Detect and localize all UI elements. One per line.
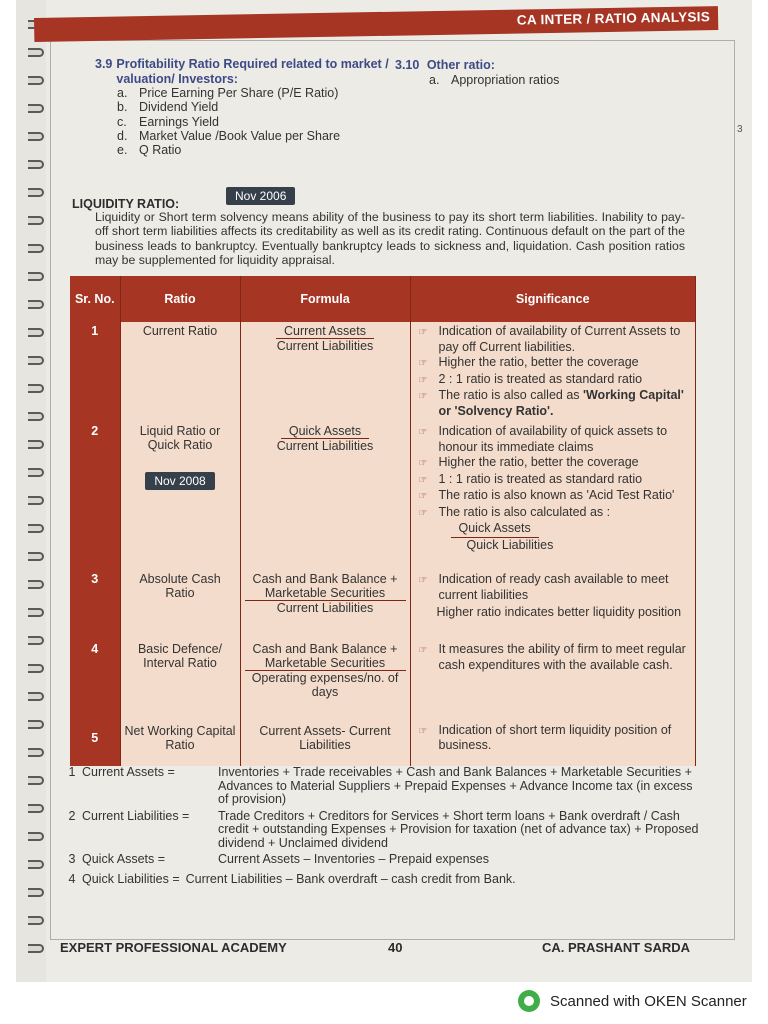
binding-ring-icon (28, 272, 44, 281)
binding-ring-icon (28, 636, 44, 645)
binding-ring-icon (28, 496, 44, 505)
ratio-label: Liquid Ratio or Quick Ratio (139, 424, 221, 452)
oken-logo-icon (518, 990, 540, 1012)
footer-author: CA. PRASHANT SARDA (541, 940, 690, 955)
significance-note: Higher ratio indicates better liquidity position (436, 605, 682, 619)
formula-cell: Current Assets- Current Liabilities (240, 708, 410, 766)
binding-ring-icon (28, 832, 44, 841)
sr-cell: 5 (70, 708, 120, 766)
section-3-9 (95, 57, 395, 157)
formula-cell (240, 640, 410, 708)
pointing-hand-icon: ☞ (418, 645, 428, 656)
binding-ring-icon (28, 664, 44, 673)
col-header-significance: Significance (410, 276, 696, 322)
ratio-cell: Absolute Cash Ratio (120, 570, 240, 640)
col-header-sr: Sr. No. (70, 276, 120, 322)
significance-denominator: Quick Liabilities (466, 537, 554, 552)
section-heading: Profitability Ratio Required related to market / valuation/ Investors: (116, 57, 389, 86)
table-row (70, 570, 696, 640)
significance-cell: ☞ Indication of ready cash available to meet current liabilities Higher ratio indicates better liquidity position (410, 570, 696, 640)
binding-ring-icon (28, 916, 44, 925)
pointing-hand-icon: ☞ (418, 507, 428, 519)
binding-ring-icon (28, 132, 44, 141)
significance-cell: ☞ Indication of availability of Current Assets to pay off Current liabilities. ☞ Higher the ratio, better the coverage ☞ 2 : 1 ratio is treated as standard ratio ☞ The ratio is also called as 'Working Capital' or 'Solvency Ratio'. (410, 322, 696, 422)
list-item: a. Price Earning Per Share (P/E Ratio) (117, 86, 339, 100)
binding-ring-icon (28, 300, 44, 309)
binding-ring-icon (28, 468, 44, 477)
ordered-list (117, 86, 395, 157)
formula-numerator: Cash and Bank Balance + Marketable Securities (245, 642, 406, 671)
section-number: 3.10 (395, 58, 420, 72)
list-item: c. Earnings Yield (117, 114, 219, 129)
ordered-list (429, 73, 645, 87)
binding-ring-icon (28, 440, 44, 449)
pointing-hand-icon: ☞ (418, 725, 428, 737)
binding-ring-icon (28, 692, 44, 701)
formula-denominator: Current Liabilities (276, 439, 374, 453)
binding-ring-icon (28, 804, 44, 813)
binding-ring-icon (28, 720, 44, 729)
section-heading: Other ratio: (426, 58, 495, 72)
spiral-binding (16, 0, 46, 982)
ratio-cell (120, 422, 240, 570)
table-row (70, 322, 696, 422)
binding-ring-icon (28, 244, 44, 253)
significance-numerator: Quick Assets (451, 521, 539, 538)
page-number: 40 (388, 940, 403, 955)
pointing-hand-icon: ☞ (418, 575, 428, 586)
formula-cell (240, 322, 410, 422)
col-header-ratio: Ratio (120, 276, 240, 322)
table-header-row (70, 276, 696, 322)
exam-badge: Nov 2006 (226, 187, 295, 205)
table-row (70, 640, 696, 708)
pointing-hand-icon: ☞ (418, 427, 428, 438)
note-item: 1 Current Assets = Inventories + Trade receivables + Cash and Bank Balances + Marketable Securities + Advances to Material Suppliers + Prepaid Expenses + Advance Income tax (in excess of provision) (68, 765, 693, 806)
note-item: 3 Quick Assets = Current Assets – Inventories – Prepaid expenses (68, 852, 489, 866)
ratio-table (70, 276, 696, 766)
list-item: e. Q Ratio (117, 143, 182, 158)
sr-cell: 2 (70, 422, 120, 570)
pointing-hand-icon: ☞ (418, 491, 428, 502)
significance-cell: ☞ It measures the ability of firm to meet regular cash expenditures with the available cash. (410, 640, 696, 708)
list-item: a. Appropriation ratios (429, 72, 560, 87)
formula-numerator: Cash and Bank Balance + Marketable Securities (245, 572, 406, 601)
binding-ring-icon (28, 104, 44, 113)
significance-cell: ☞ Indication of short term liquidity position of business. (410, 708, 696, 766)
binding-ring-icon (28, 580, 44, 589)
formula-numerator: Quick Assets (281, 424, 369, 439)
pointing-hand-icon: ☞ (418, 458, 428, 469)
binding-ring-icon (28, 860, 44, 869)
scanner-watermark (518, 990, 747, 1012)
pointing-hand-icon: ☞ (418, 374, 428, 386)
formula-cell (240, 570, 410, 640)
significance-cell: ☞ Indication of availability of quick assets to honour its immediate claims ☞ Higher the ratio, better the coverage ☞ 1 : 1 ratio is treated as standard ratio ☞ The ratio is also known as 'Acid Test Ratio' ☞ The ratio is also calculated as : Quick Assets Quick Liabilities (410, 422, 696, 570)
table-row (70, 708, 696, 766)
note-item: 2 Current Liabilities = Trade Creditors + Creditors for Services + Short term loans + Bank overdraft / Cash credit + outstanding Expenses + Provision for taxation (net of advance tax) + Proposed dividend + Unclaimed dividend (68, 808, 699, 850)
scanner-text: Scanned with OKEN Scanner (550, 992, 747, 1010)
ratio-cell: Basic Defence/ Interval Ratio (120, 640, 240, 708)
binding-ring-icon (28, 608, 44, 617)
binding-ring-icon (28, 944, 44, 953)
binding-ring-icon (28, 356, 44, 365)
pointing-hand-icon: ☞ (418, 327, 428, 338)
table-row (70, 422, 696, 570)
sr-cell: 1 (70, 322, 120, 422)
binding-ring-icon (28, 776, 44, 785)
exam-badge: Nov 2008 (145, 472, 214, 490)
formula-cell (240, 422, 410, 570)
liquidity-title: LIQUIDITY RATIO: (72, 197, 180, 211)
header-title: CA INTER / RATIO ANALYSIS (516, 9, 711, 28)
col-header-formula: Formula (240, 276, 410, 322)
pointing-hand-icon: ☞ (418, 391, 428, 402)
formula-denominator: Current Liabilities (276, 339, 374, 353)
definitions-notes (62, 766, 702, 889)
footer-academy: EXPERT PROFESSIONAL ACADEMY (60, 940, 287, 955)
binding-ring-icon (28, 160, 44, 169)
liquidity-paragraph: Liquidity or Short term solvency means ability of the business to pay its short term liabilities. Inability to pay-off short term liabilities affects its creditability as well as its credit rating. Continuous default on the part of the business leads to bankruptcy. Eventually bankruptcy leads to sickness and, liquidation. Cash position ratios may be supplemented for liquidity appraisal. (95, 210, 685, 267)
ratio-cell: Net Working Capital Ratio (120, 708, 240, 766)
binding-ring-icon (28, 384, 44, 393)
sr-cell: 3 (70, 570, 120, 640)
binding-ring-icon (28, 76, 44, 85)
binding-ring-icon (28, 216, 44, 225)
section-number: 3.9 (95, 57, 113, 71)
section-3-10 (395, 58, 645, 87)
binding-ring-icon (28, 48, 44, 57)
sr-cell: 4 (70, 640, 120, 708)
formula-denominator: Current Liabilities (276, 601, 374, 615)
binding-ring-icon (28, 552, 44, 561)
binding-ring-icon (28, 748, 44, 757)
binding-ring-icon (28, 524, 44, 533)
binding-ring-icon (28, 188, 44, 197)
pointing-hand-icon: ☞ (418, 474, 428, 486)
list-item: b. Dividend Yield (117, 100, 219, 115)
note-item: 4 Quick Liabilities = Current Liabilities – Bank overdraft – cash credit from Bank. (68, 871, 516, 886)
binding-ring-icon (28, 328, 44, 337)
formula-numerator: Current Assets (276, 324, 374, 339)
margin-mark: 3 (737, 124, 743, 135)
binding-ring-icon (28, 888, 44, 897)
formula-denominator: Operating expenses/no. of days (251, 671, 399, 699)
ratio-cell: Current Ratio (120, 322, 240, 422)
binding-ring-icon (28, 412, 44, 421)
list-item: d. Market Value /Book Value per Share (117, 128, 341, 143)
pointing-hand-icon: ☞ (418, 358, 428, 369)
